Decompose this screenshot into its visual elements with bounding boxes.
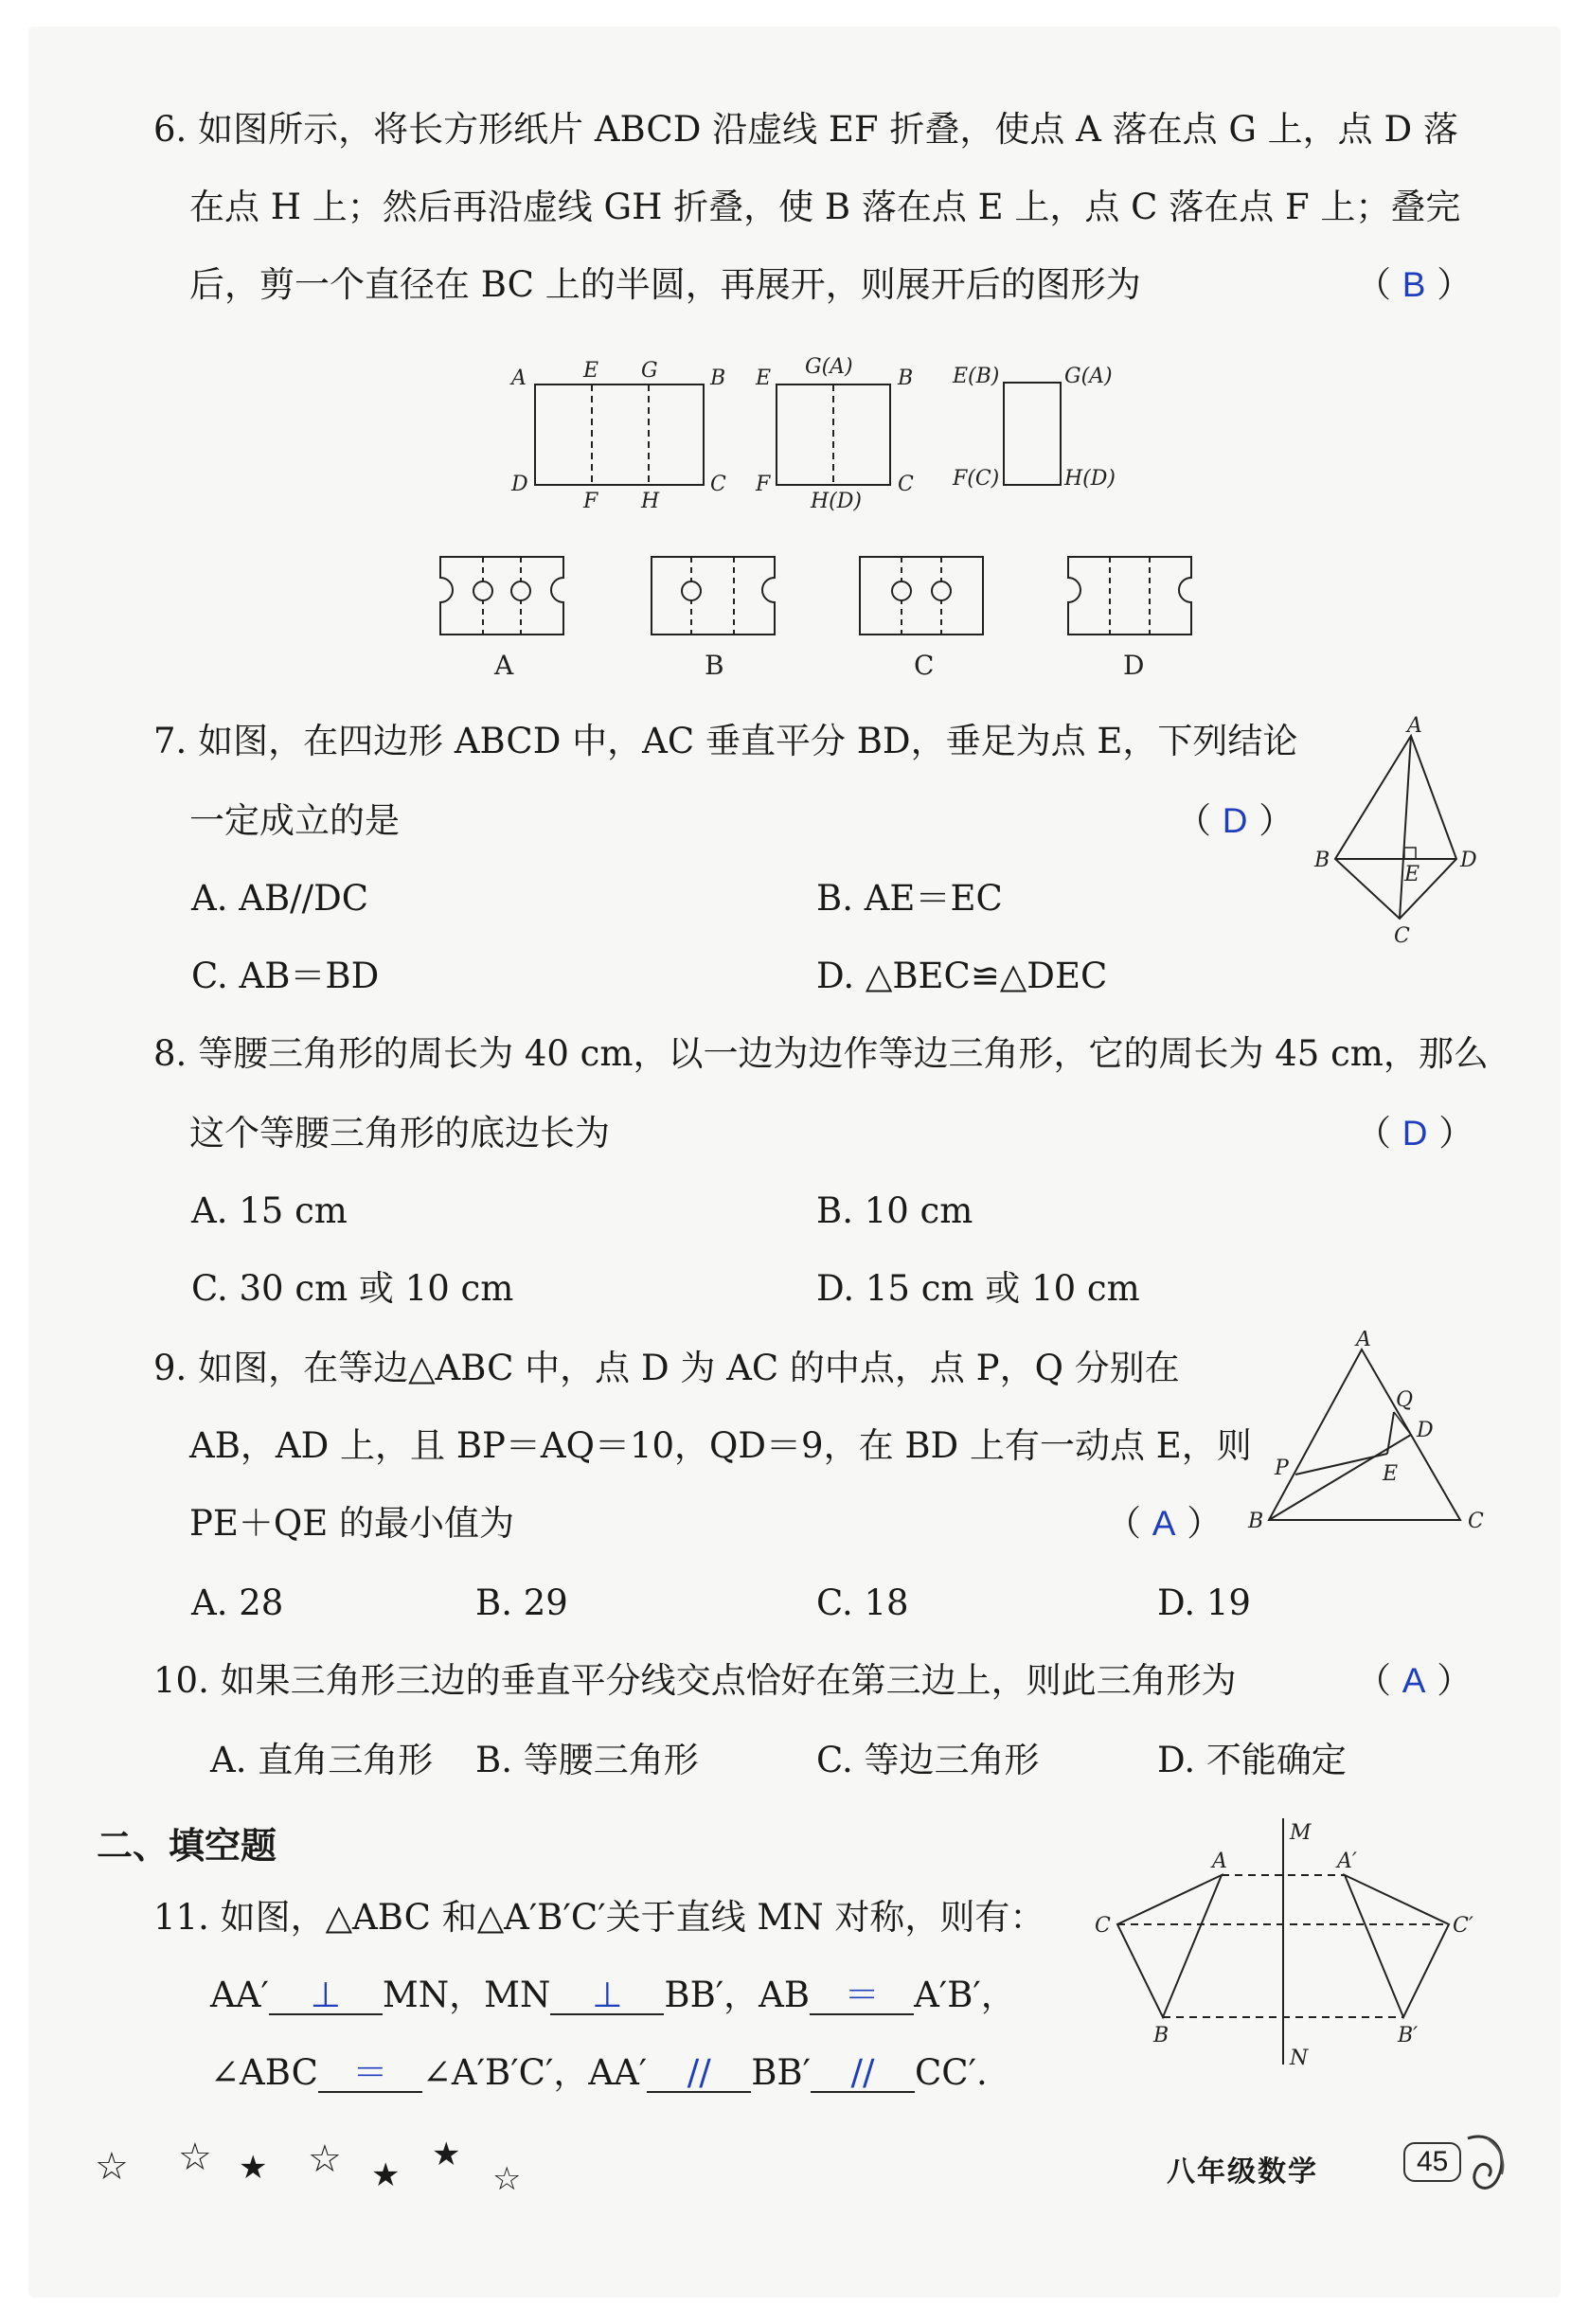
f2-label-C: C bbox=[898, 473, 914, 496]
footer-grade-label: 八年级数学 bbox=[1167, 2155, 1318, 2189]
f3-label-FC: F(C) bbox=[953, 467, 1000, 491]
q10-option-b: B. 等腰三角形 bbox=[475, 1740, 699, 1780]
q6-option-A-label: A bbox=[494, 650, 514, 681]
q9-label-B: B bbox=[1248, 1510, 1264, 1533]
q7-label-A: A bbox=[1407, 715, 1422, 738]
q6-line2: 在点 H 上；然后再沿虚线 GH 折叠，使 B 落在点 E 上，点 C 落在点 F 上；叠完 bbox=[189, 187, 1461, 227]
q11-text-cc2: CC′. bbox=[914, 2052, 988, 2093]
q11-line1: 11. 如图，△ABC 和△A′B′C′关于直线 MN 对称，则有： bbox=[153, 1897, 1045, 1938]
star-icon: ★ bbox=[371, 2156, 401, 2194]
q8-option-d: D. 15 cm 或 10 cm bbox=[816, 1268, 1140, 1309]
q8-option-b: B. 10 cm bbox=[816, 1190, 973, 1231]
q7-label-C: C bbox=[1394, 924, 1410, 948]
fold-step1 bbox=[535, 384, 704, 485]
star-icon: ★ bbox=[239, 2149, 268, 2187]
f1-label-B: B bbox=[710, 366, 726, 390]
q6-option-D-shape bbox=[1068, 557, 1191, 635]
q11-label-A: A bbox=[1212, 1850, 1227, 1873]
q9-label-D: D bbox=[1417, 1419, 1434, 1442]
q11-figure bbox=[1089, 1809, 1487, 2074]
q6-line3: 后，剪一个直径在 BC 上的半圆，再展开，则展开后的图形为 bbox=[189, 264, 1141, 305]
q6-option-B-shape bbox=[652, 557, 775, 635]
q9-option-c: C. 18 bbox=[816, 1582, 909, 1623]
q9-answer-paren: （ A ） bbox=[1106, 1503, 1223, 1544]
star-icon: ☆ bbox=[492, 2160, 522, 2198]
q11-text-abc: ∠ABC bbox=[210, 2052, 318, 2093]
q7-label-D: D bbox=[1460, 849, 1477, 872]
q6-fold-figure bbox=[492, 350, 1136, 521]
q7-line2: 一定成立的是 bbox=[189, 800, 400, 841]
q7-label-E: E bbox=[1404, 863, 1420, 886]
q11-blank-2: ⊥ bbox=[550, 1977, 664, 2015]
f2-label-HD: H(D) bbox=[811, 490, 862, 513]
q8-answer: D bbox=[1402, 1114, 1428, 1153]
q11-blank-4: ＝ bbox=[318, 2055, 422, 2093]
star-icon: ★ bbox=[432, 2136, 461, 2173]
q7-option-b: B. AE＝EC bbox=[816, 878, 1003, 919]
f3-label-HD: H(D) bbox=[1064, 467, 1116, 491]
q6-answer-paren: （ B ） bbox=[1356, 264, 1473, 305]
q8-option-a: A. 15 cm bbox=[191, 1190, 348, 1231]
f2-label-GA: G(A) bbox=[805, 355, 853, 379]
q11-label-C: C bbox=[1095, 1914, 1111, 1938]
f3-label-GA: G(A) bbox=[1064, 365, 1113, 388]
q11-line3 bbox=[210, 2049, 988, 2097]
q11-label-B-prime: B′ bbox=[1398, 2024, 1419, 2047]
q9-label-P: P bbox=[1275, 1457, 1289, 1480]
q11-label-C-prime: C′ bbox=[1453, 1914, 1473, 1938]
f1-label-C: C bbox=[710, 473, 726, 496]
star-icon: ☆ bbox=[178, 2136, 212, 2179]
q7-line1: 7. 如图，在四边形 ABCD 中，AC 垂直平分 BD，垂足为点 E，下列结论 bbox=[153, 721, 1298, 761]
q11-text-mn: MN，MN bbox=[382, 1975, 551, 2015]
q10-option-a: A. 直角三角形 bbox=[210, 1740, 434, 1780]
q9-label-Q: Q bbox=[1396, 1388, 1414, 1412]
q8-line2: 这个等腰三角形的底边长为 bbox=[189, 1113, 610, 1153]
q6-answer: B bbox=[1402, 265, 1426, 304]
q11-blank-6: // bbox=[811, 2055, 915, 2093]
q6-option-C-label: C bbox=[914, 650, 935, 681]
q8-line1: 8. 等腰三角形的周长为 40 cm，以一边为边作等边三角形，它的周长为 45 cm，那么 bbox=[153, 1033, 1489, 1074]
q6-line1: 6. 如图所示，将长方形纸片 ABCD 沿虚线 EF 折叠，使点 A 落在点 G 上，点 D 落 bbox=[153, 109, 1458, 150]
star-icon: ☆ bbox=[308, 2137, 342, 2181]
q8-answer-paren: （ D ） bbox=[1356, 1113, 1474, 1153]
q11-text-ab2: A′B′， bbox=[914, 1975, 1016, 2015]
q7-option-d: D. △BEC≌△DEC bbox=[816, 956, 1108, 996]
f2-label-E: E bbox=[756, 366, 772, 390]
q11-label-A-prime: A′ bbox=[1337, 1850, 1357, 1873]
q9-line2: AB，AD 上，且 BP＝AQ＝10，QD＝9，在 BD 上有一动点 E，则 bbox=[189, 1425, 1252, 1466]
q10-option-d: D. 不能确定 bbox=[1157, 1740, 1347, 1780]
q9-option-a: A. 28 bbox=[191, 1582, 284, 1623]
f3-label-EB: E(B) bbox=[953, 365, 1000, 388]
q8-option-c: C. 30 cm 或 10 cm bbox=[191, 1268, 514, 1309]
q6-option-D-label: D bbox=[1123, 650, 1145, 681]
f1-label-E: E bbox=[583, 359, 599, 383]
q9-label-A: A bbox=[1356, 1331, 1371, 1351]
q9-figure bbox=[1241, 1331, 1496, 1548]
q11-line2 bbox=[210, 1972, 1016, 2019]
q9-line3: PE＋QE 的最小值为 bbox=[189, 1503, 515, 1544]
q10-answer-paren: （ A ） bbox=[1356, 1660, 1473, 1701]
q9-answer: A bbox=[1152, 1504, 1176, 1543]
q11-label-M: M bbox=[1290, 1821, 1312, 1845]
q9-option-d: D. 19 bbox=[1157, 1582, 1251, 1623]
f2-label-B: B bbox=[898, 366, 914, 390]
fold-step2 bbox=[777, 384, 890, 485]
q6-option-C-shape bbox=[860, 557, 983, 635]
star-icon: ☆ bbox=[95, 2145, 129, 2189]
q11-blank-1: ⊥ bbox=[269, 1977, 383, 2015]
q11-text-bb-ab: BB′，AB bbox=[664, 1975, 811, 2015]
fold-step3 bbox=[1004, 383, 1061, 485]
q11-blank-3: ＝ bbox=[810, 1977, 914, 2015]
q7-figure bbox=[1307, 715, 1496, 952]
q7-answer-paren: （ D ） bbox=[1176, 800, 1294, 841]
q6-option-figures bbox=[436, 549, 1212, 682]
f1-label-A: A bbox=[511, 366, 527, 390]
q7-label-B: B bbox=[1314, 849, 1330, 872]
q10-line1: 10. 如果三角形三边的垂直平分线交点恰好在第三边上，则此三角形为 bbox=[153, 1660, 1237, 1701]
q7-answer: D bbox=[1222, 801, 1248, 840]
q10-answer: A bbox=[1402, 1661, 1426, 1700]
q7-option-a: A. AB//DC bbox=[191, 878, 369, 919]
q11-text-bb2: BB′ bbox=[751, 2052, 811, 2093]
q9-line1: 9. 如图，在等边△ABC 中，点 D 为 AC 的中点，点 P，Q 分别在 bbox=[153, 1348, 1180, 1388]
f1-label-G: G bbox=[641, 359, 658, 383]
page-number: 45 bbox=[1403, 2142, 1461, 2182]
f1-label-D: D bbox=[511, 473, 528, 496]
f1-label-F: F bbox=[583, 490, 598, 513]
q11-label-N: N bbox=[1290, 2047, 1309, 2070]
q11-blank-5: // bbox=[647, 2055, 751, 2093]
f2-label-F: F bbox=[756, 473, 771, 496]
footer-stars bbox=[95, 2136, 549, 2202]
q6-option-B-label: B bbox=[705, 650, 724, 681]
q9-label-E: E bbox=[1383, 1462, 1399, 1486]
q6-option-A-shape bbox=[440, 557, 563, 635]
q11-label-B: B bbox=[1153, 2024, 1169, 2047]
f1-label-H: H bbox=[641, 490, 660, 513]
q9-label-C: C bbox=[1468, 1510, 1484, 1533]
q11-text-aa: AA′ bbox=[210, 1975, 269, 2015]
q11-text-abc2: ∠A′B′C′，AA′ bbox=[421, 2052, 648, 2093]
leaf-icon bbox=[1458, 2129, 1515, 2205]
q10-option-c: C. 等边三角形 bbox=[816, 1740, 1040, 1780]
q7-option-c: C. AB＝BD bbox=[191, 956, 380, 996]
q9-option-b: B. 29 bbox=[475, 1582, 568, 1623]
section-heading-fill-blank: 二、填空题 bbox=[97, 1825, 277, 1867]
